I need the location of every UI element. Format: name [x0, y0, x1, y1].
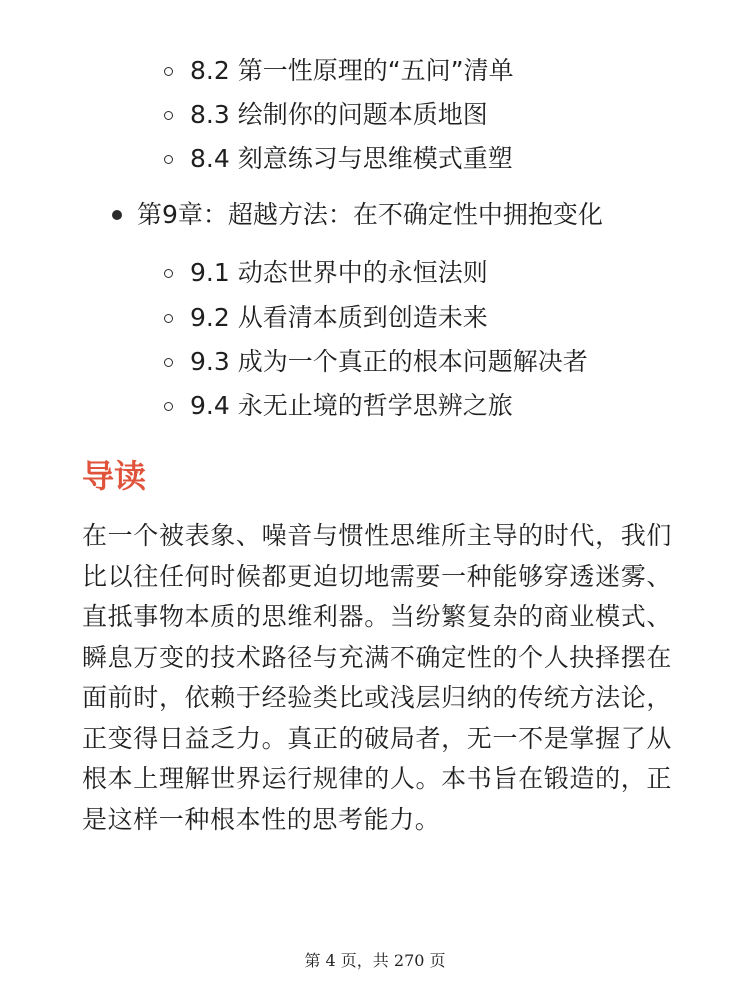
toc-item-9-3[interactable]	[164, 347, 588, 377]
toc-chapter-label: 第9章：超越方法：在不确定性中拥抱变化	[137, 200, 603, 229]
hollow-bullet-icon	[164, 269, 173, 278]
toc-item-label: 9.1 动态世界中的永恒法则	[190, 258, 488, 287]
toc-item-9-1[interactable]	[164, 258, 488, 288]
page-number-footer: 第 4 页，共 270 页	[304, 951, 446, 970]
toc-item-9-4[interactable]	[164, 391, 513, 421]
toc-item-label: 8.3 绘制你的问题本质地图	[190, 100, 488, 129]
intro-paragraph: 在一个被表象、噪音与惯性思维所主导的时代，我们比以往任何时候都更迫切地需要一种能够穿透迷雾、直抵事物本质的思维利器。当纷繁复杂的商业模式、瞬息万变的技术路径与充满不确定性的个人抉择摆在面前时，依赖于经验类比或浅层归纳的传统方法论，正变得日益乏力。真正的破局者，无一不是掌握了从根本上理解世界运行规律的人。本书旨在锻造的，正是这样一种根本性的思考能力。	[82, 521, 672, 834]
hollow-bullet-icon	[164, 67, 173, 76]
section-heading-intro: 导读	[82, 457, 147, 495]
toc-item-label: 9.2 从看清本质到创造未来	[190, 303, 488, 332]
toc-chapter-9[interactable]	[112, 200, 603, 230]
filled-bullet-icon	[112, 210, 122, 220]
toc-item-label: 8.2 第一性原理的“五问”清单	[190, 56, 514, 85]
toc-item-9-2[interactable]	[164, 303, 488, 333]
hollow-bullet-icon	[164, 314, 173, 323]
hollow-bullet-icon	[164, 155, 173, 164]
hollow-bullet-icon	[164, 358, 173, 367]
toc-item-label: 8.4 刻意练习与思维模式重塑	[190, 144, 513, 173]
toc-item-label: 9.4 永无止境的哲学思辨之旅	[190, 391, 513, 420]
toc-item-label: 9.3 成为一个真正的根本问题解决者	[190, 347, 588, 376]
toc-item-8-2[interactable]	[164, 56, 514, 86]
hollow-bullet-icon	[164, 402, 173, 411]
toc-item-8-4[interactable]	[164, 144, 513, 174]
hollow-bullet-icon	[164, 111, 173, 120]
toc-item-8-3[interactable]	[164, 100, 488, 130]
